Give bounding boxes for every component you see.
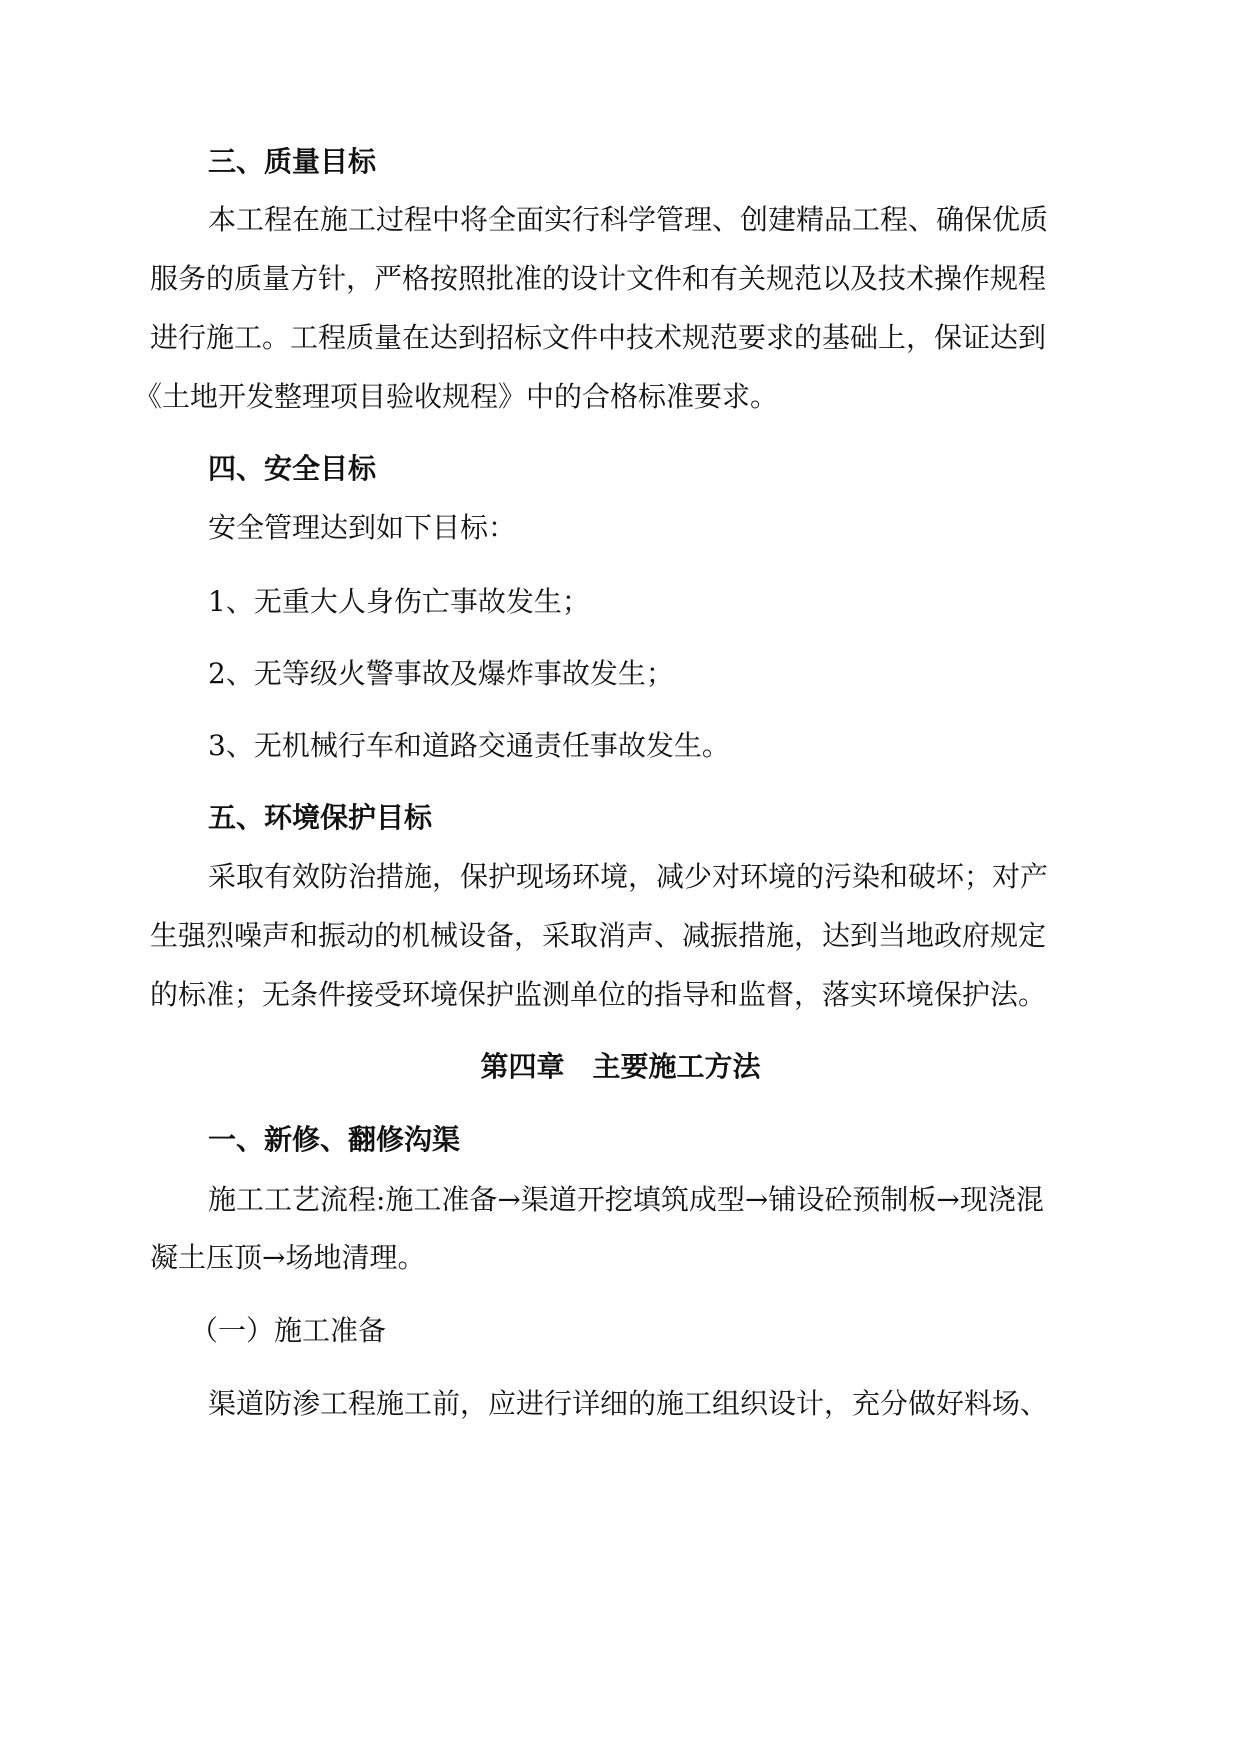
safety-item: 3、无机械行车和道路交通责任事故发生。	[208, 729, 730, 762]
paragraph-line: 采取有效防治措施，保护现场环境，减少对环境的污染和破坏；对产	[208, 860, 1049, 893]
section-heading-environment: 五、环境保护目标	[208, 801, 433, 834]
paragraph-line: 进行施工。工程质量在达到招标文件中技术规范要求的基础上，保证达到	[150, 321, 1047, 354]
paragraph-line: 《土地开发整理项目验收规程》中的合格标准要求。	[134, 380, 779, 413]
chapter-title: 第四章 主要施工方法	[480, 1050, 761, 1083]
subsection-heading: 一、新修、翻修沟渠	[208, 1123, 461, 1156]
section-heading-quality: 三、质量目标	[208, 145, 377, 178]
section-heading-safety: 四、安全目标	[208, 452, 377, 485]
paragraph-line: 本工程在施工过程中将全面实行科学管理、创建精品工程、确保优质	[208, 203, 1049, 236]
paragraph-line: 的标准；无条件接受环境保护监测单位的指导和监督，落实环境保护法。	[150, 978, 1047, 1011]
paragraph-line: 渠道防渗工程施工前，应进行详细的施工组织设计，充分做好料场、	[208, 1387, 1049, 1420]
flow-line: 凝土压顶→场地清理。	[150, 1241, 426, 1274]
safety-item: 1、无重大人身伤亡事故发生；	[208, 585, 590, 618]
safety-item: 2、无等级火警事故及爆炸事故发生；	[208, 657, 674, 690]
sub-heading-preparation: （一）施工准备	[190, 1314, 387, 1347]
flow-line: 施工工艺流程:施工准备→渠道开挖填筑成型→铺设砼预制板→现浇混	[208, 1183, 1044, 1216]
paragraph-line: 服务的质量方针，严格按照批准的设计文件和有关规范以及技术操作规程	[150, 262, 1047, 295]
safety-intro: 安全管理达到如下目标：	[208, 511, 517, 544]
paragraph-line: 生强烈噪声和振动的机械设备，采取消声、减振措施，达到当地政府规定	[150, 919, 1047, 952]
